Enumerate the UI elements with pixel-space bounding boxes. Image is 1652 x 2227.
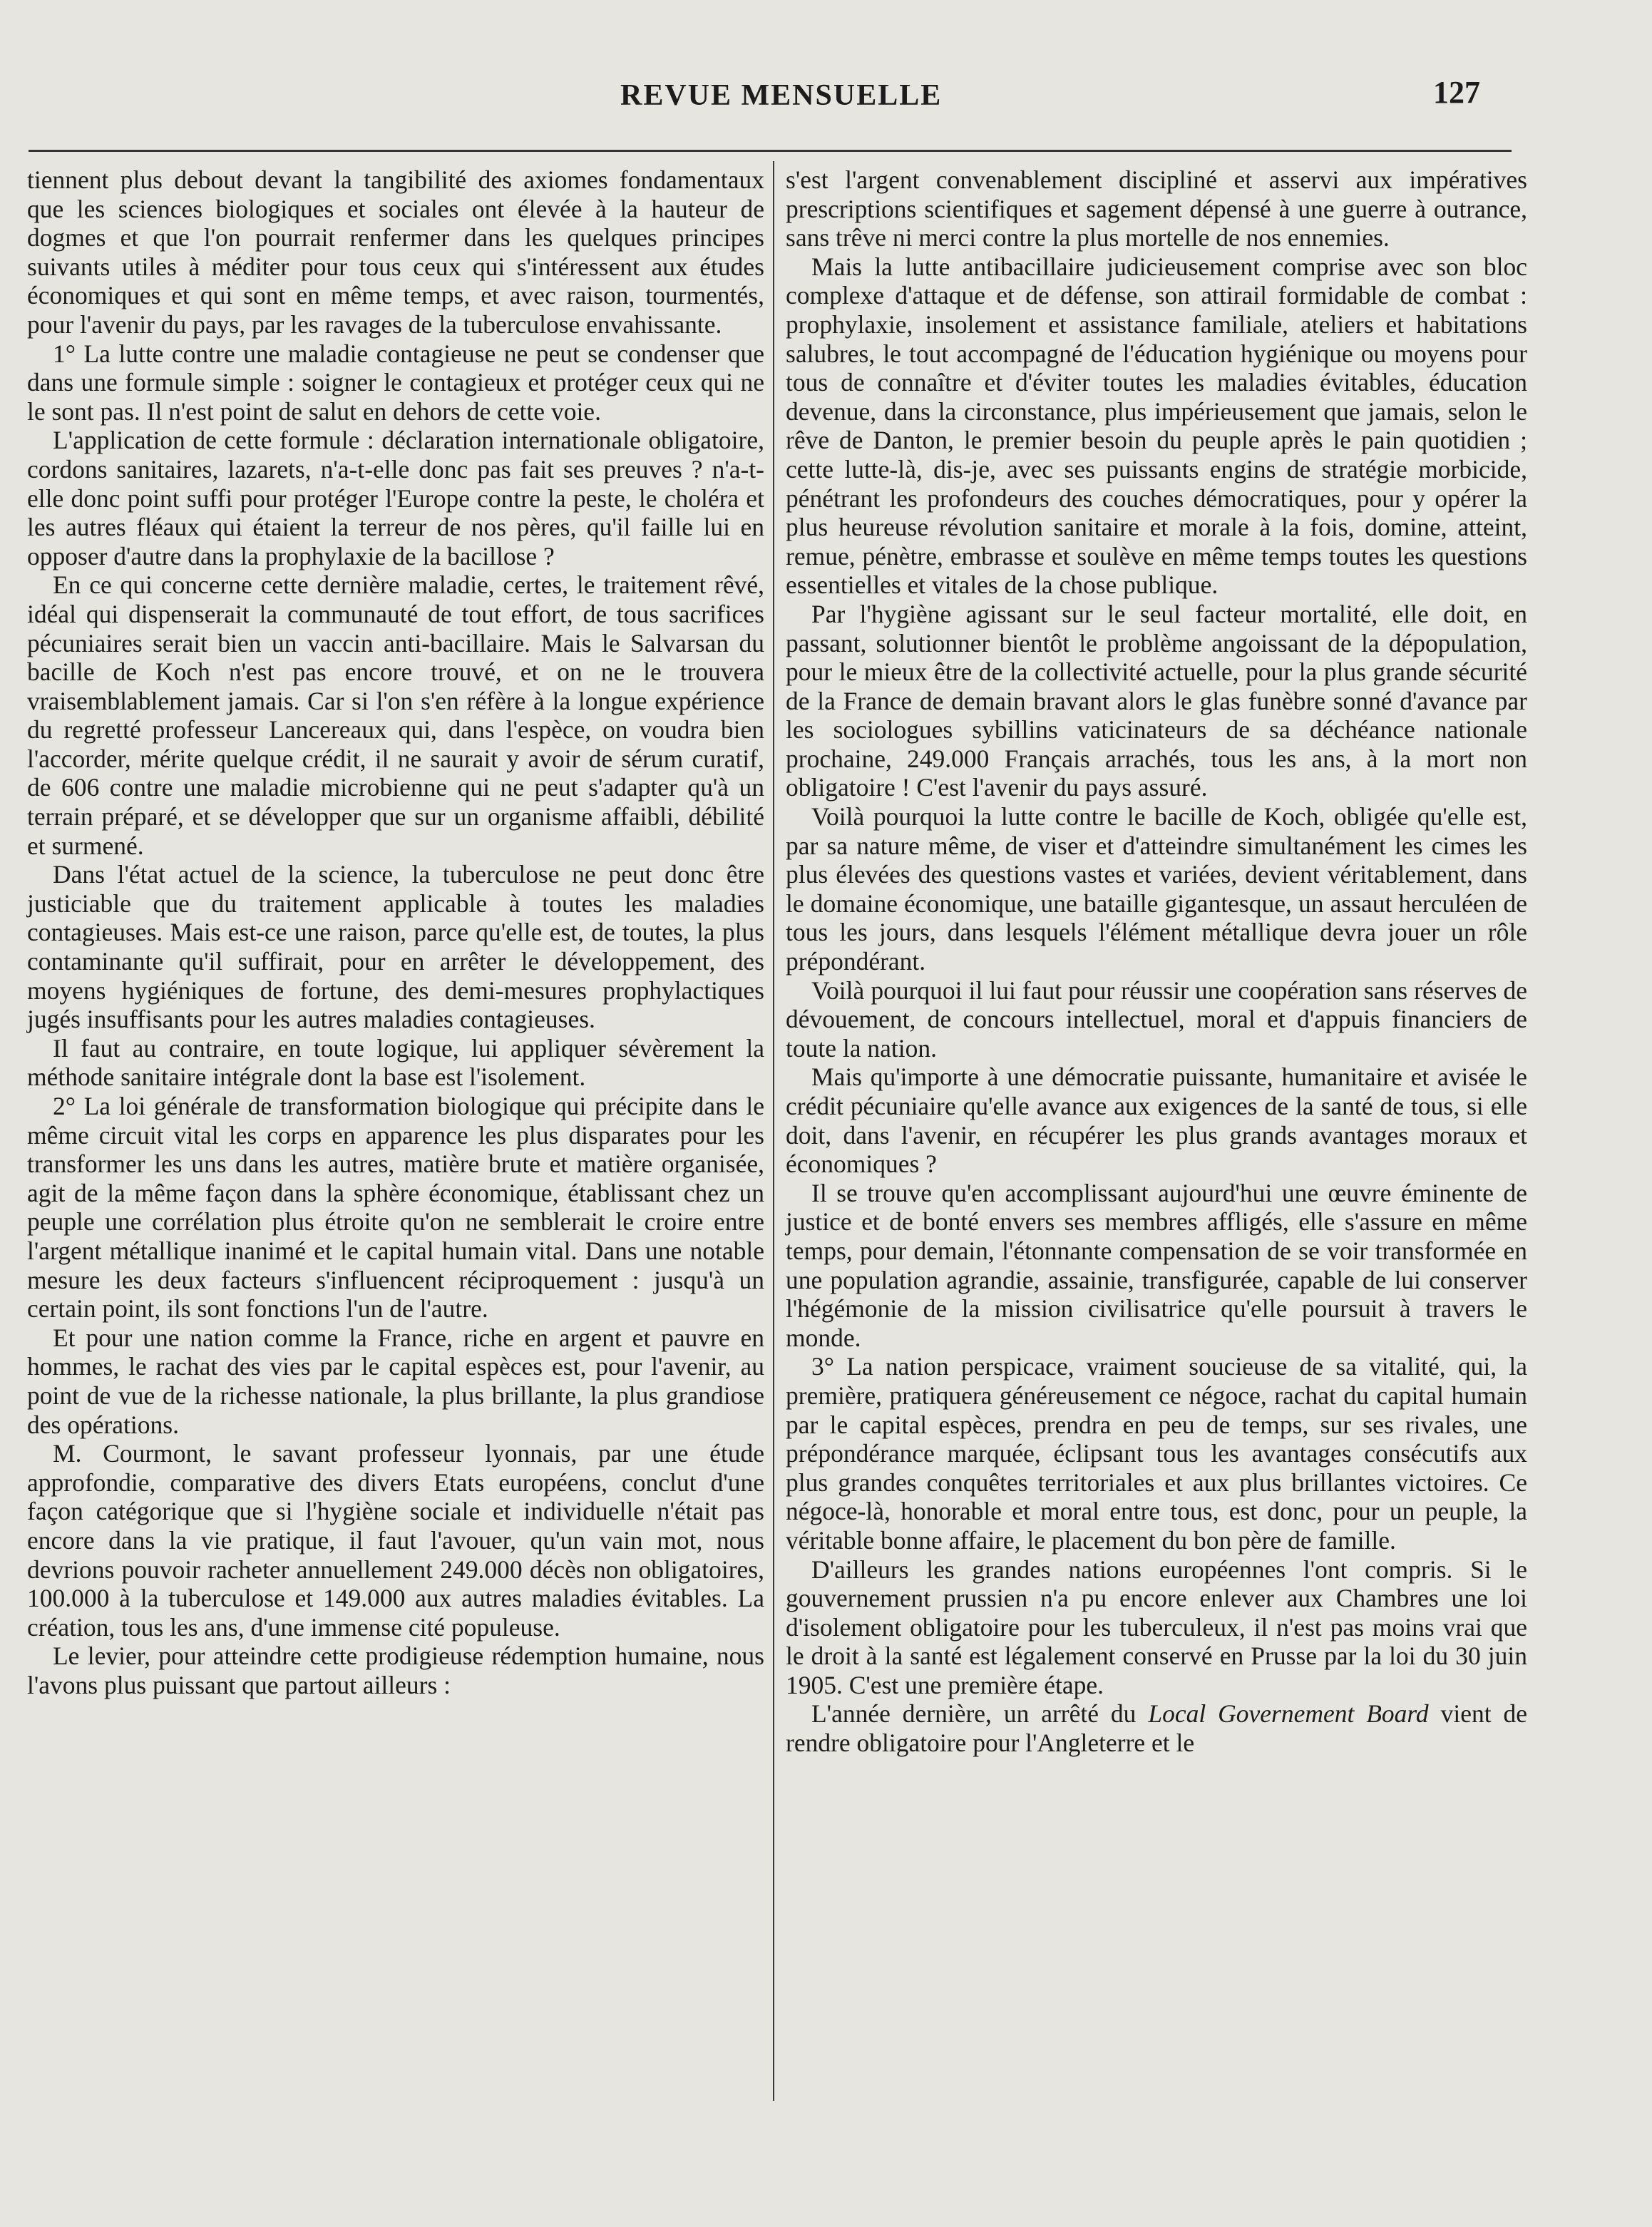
paragraph: Voilà pourquoi il lui faut pour réussir une coopération sans réserves de dévouement, de concours intellectuel, moral et d'appuis financiers de toute la nation.: [786, 976, 1527, 1063]
paragraph-text: L'année dernière, un arrêté du: [811, 1699, 1149, 1729]
paragraph: D'ailleurs les grandes nations européennes l'ont compris. Si le gouvernement prussien n'a pu encore enlever aux Chambres une loi d'isolement obligatoire pour les tuberculeux, il n'est pas moins vrai que le droit à la santé est légalement conservé en Prusse par la loi du 30 juin 1905. C'est une première étape.: [786, 1555, 1527, 1699]
paragraph-text: vient de rendre obligatoire pour l'Angleterre et le: [786, 1699, 1527, 1758]
italic-title: Local Governement Board: [1148, 1699, 1429, 1729]
paragraph: Le levier, pour atteindre cette prodigieuse rédemption humaine, nous l'avons plus puissant que partout ailleurs :: [27, 1642, 764, 1699]
paragraph: Il faut au contraire, en toute logique, lui appliquer sévèrement la méthode sanitaire intégrale dont la base est l'isolement.: [27, 1033, 764, 1092]
left-column: [27, 165, 764, 1699]
running-title: REVUE MENSUELLE: [620, 79, 943, 112]
paragraph: Mais la lutte antibacillaire judicieusement comprise avec son bloc complexe d'attaque et de défense, son attirail formidable de combat : prophylaxie, insolement et assistance familiale, ateliers et habitations salubres, le tout accompagné de l'éducation hygiénique ou moyens pour tous de connaître et d'éviter toutes les maladies évitables, éducation devenue, dans la circonstance, plus impérieusement que jamais, selon le rêve de Danton, le premier besoin du peuple après le pain quotidien ; cette lutte-là, dis-je, avec ses puissants engins de stratégie morbicide, pénétrant les profondeurs des couches démocratiques, pour y opérer la plus heureuse révolution sanitaire et morale à la fois, domine, atteint, remue, pénètre, embrasse et soulève en même temps toutes les questions essentielles et vitales de la chose publique.: [786, 252, 1527, 600]
paragraph: [786, 1699, 1527, 1757]
paragraph: tiennent plus debout devant la tangibilité des axiomes fondamentaux que les sciences biologiques et sociales ont élevée à la hauteur de dogmes et que l'on pourrait renfermer dans les quelques principes suivants utiles à méditer pour tous ceux qui s'intéressent aux études économiques et qui sont en même temps, et avec raison, tourmentés, pour l'avenir du pays, par les ravages de la tuberculose envahissante.: [27, 165, 764, 339]
paragraph: Voilà pourquoi la lutte contre le bacille de Koch, obligée qu'elle est, par sa nature même, de viser et d'atteindre simultanément les cimes les plus élevées des questions vastes et variées, devient véritablement, dans le domaine économique, une bataille gigantesque, un assaut herculéen de tous les jours, dans lesquels l'élément métallique devra jouer un rôle prépondérant.: [786, 802, 1527, 976]
paragraph: 3° La nation perspicace, vraiment soucieuse de sa vitalité, qui, la première, pratiquera généreusement ce négoce, rachat du capital humain par le capital espèces, prendra en peu de temps, sur ses rivales, une prépondérance marquée, éclipsant tous les avantages consécutifs aux plus grandes conquêtes territoriales et aux plus brillantes victoires. Ce négoce-là, honorable et moral entre tous, est donc, pour un peuple, la véritable bonne affaire, le placement du bon père de famille.: [786, 1352, 1527, 1555]
paragraph: 2° La loi générale de transformation biologique qui précipite dans le même circuit vital les corps en apparence les plus disparates pour les transformer les uns dans les autres, matière brute et matière organisée, agit de la même façon dans la sphère économique, établissant chez un peuple une corrélation plus étroite qu'on ne semblerait le croire entre l'argent métallique inanimé et le capital humain vital. Dans une notable mesure les deux facteurs s'influencent réciproquement : jusqu'à un certain point, ils sont fonctions l'un de l'autre.: [27, 1092, 764, 1324]
column-divider: [773, 161, 774, 2101]
header-rule: [29, 150, 1512, 152]
paragraph: Mais qu'importe à une démocratie puissante, humanitaire et avisée le crédit pécuniaire qu'elle avance aux exigences de la santé de tous, si elle doit, dans l'avenir, en récupérer les plus grands avantages moraux et économiques ?: [786, 1063, 1527, 1179]
paragraph: Il se trouve qu'en accomplissant aujourd'hui une œuvre éminente de justice et de bonté envers ses membres affligés, elle s'assure en même temps, pour demain, l'étonnante compensation de se voir transformée en une population agrandie, assainie, transfigurée, capable de lui conserver l'hégémonie de la mission civilisatrice qu'elle poursuit à travers le monde.: [786, 1178, 1527, 1352]
paragraph: Et pour une nation comme la France, riche en argent et pauvre en hommes, le rachat des vies par le capital espèces est, pour l'avenir, au point de vue de la richesse nationale, la plus brillante, la plus grandiose des opérations.: [27, 1323, 764, 1439]
paragraph: M. Courmont, le savant professeur lyonnais, par une étude approfondie, comparative des divers Etats européens, conclut d'une façon catégorique que si l'hygiène sociale et individuelle n'était pas encore dans la vie pratique, il faut l'avouer, qu'un vain mot, nous devrions pouvoir racheter annuellement 249.000 décès non obligatoires, 100.000 à la tuberculose et 149.000 aux autres maladies évitables. La création, tous les ans, d'une immense cité populeuse.: [27, 1439, 764, 1642]
paragraph: Par l'hygiène agissant sur le seul facteur mortalité, elle doit, en passant, solutionner bientôt le problème angoissant de la dépopulation, pour le mieux être de la collectivité actuelle, pour la plus grande sécurité de la France de demain bravant alors le glas funèbre sonné d'avance par les sociologues sybillins vaticinateurs de sa déchéance nationale prochaine, 249.000 Français arrachés, tous les ans, à la mort non obligatoire ! C'est l'avenir du pays assuré.: [786, 599, 1527, 802]
running-head: [0, 74, 1652, 124]
paragraph: Dans l'état actuel de la science, la tuberculose ne peut donc être justiciable que du traitement applicable à toutes les maladies contagieuses. Mais est-ce une raison, parce qu'elle est, de toutes, la plus contaminante qu'il suffirait, pour en arrêter le développement, des moyens hygiéniques de fortune, des demi-mesures prophylactiques jugés insuffisants pour les autres maladies contagieuses.: [27, 860, 764, 1034]
page-number: 127: [1433, 75, 1480, 110]
right-column: [786, 165, 1527, 1758]
paragraph: L'application de cette formule : déclaration internationale obligatoire, cordons sanitaires, lazarets, n'a-t-elle donc pas fait ses preuves ? n'a-t-elle donc point suffi pour protéger l'Europe contre la peste, le choléra et les autres fléaux qui étaient la terreur de nos pères, qu'il faille lui en opposer d'autre dans la prophylaxie de la bacillose ?: [27, 426, 764, 570]
paragraph: En ce qui concerne cette dernière maladie, certes, le traitement rêvé, idéal qui dispenserait la communauté de tout effort, de tous sacrifices pécuniaires serait bien un vaccin anti-bacillaire. Mais le Salvarsan du bacille de Koch n'est pas encore trouvé, et on ne le trouvera vraisemblablement jamais. Car si l'on s'en réfère à la longue expérience du regretté professeur Lancereaux qui, dans l'espèce, on voudra bien l'accorder, mérite quelque crédit, il ne saurait y avoir de sérum curatif, de 606 contre une maladie microbienne qui ne peut s'adapter qu'à un terrain préparé, et se développer que sur un organisme affaibli, débilité et surmené.: [27, 570, 764, 860]
paragraph: 1° La lutte contre une maladie contagieuse ne peut se condenser que dans une formule simple : soigner le contagieux et protéger ceux qui ne le sont pas. Il n'est point de salut en dehors de cette voie.: [27, 339, 764, 426]
paragraph: s'est l'argent convenablement discipliné et asservi aux impératives prescriptions scientifiques et sagement dépensé à une guerre à outrance, sans trêve ni merci contre la plus mortelle de nos ennemies.: [786, 165, 1527, 252]
